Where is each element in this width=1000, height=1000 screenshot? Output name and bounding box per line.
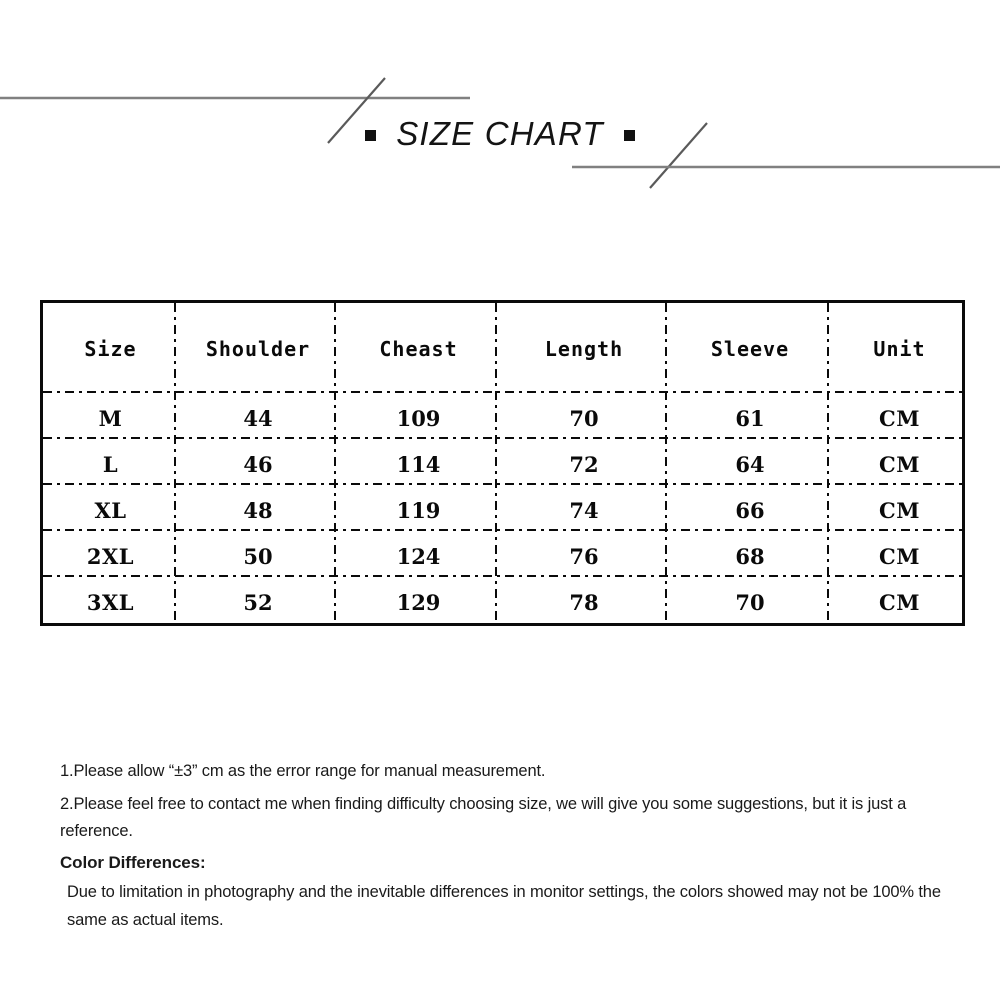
color-differences-body: Due to limitation in photography and the inevitable differences in monitor settings, the colors showed may not be 100% the same as actual items. xyxy=(67,883,941,929)
color-differences-heading: Color Differences: xyxy=(60,853,206,872)
cell-size: 3XL xyxy=(43,579,178,625)
cell-unit: CM xyxy=(831,533,968,579)
cell-cheast: 119 xyxy=(338,487,499,533)
cell-unit: CM xyxy=(831,579,968,625)
cell-shoulder: 48 xyxy=(178,487,338,533)
table-row xyxy=(43,395,968,441)
cell-length: 72 xyxy=(499,441,669,487)
table-head xyxy=(43,303,968,395)
cell-cheast: 114 xyxy=(338,441,499,487)
cell-length: 78 xyxy=(499,579,669,625)
square-bullet-left-icon xyxy=(365,130,376,141)
cell-size: M xyxy=(43,395,178,441)
cell-cheast: 129 xyxy=(338,579,499,625)
cell-length: 70 xyxy=(499,395,669,441)
table-header-row xyxy=(43,303,968,395)
cell-shoulder: 52 xyxy=(178,579,338,625)
cell-size: L xyxy=(43,441,178,487)
cell-size: XL xyxy=(43,487,178,533)
cell-unit: CM xyxy=(831,487,968,533)
cell-shoulder: 50 xyxy=(178,533,338,579)
cell-sleeve: 70 xyxy=(669,579,831,625)
cell-unit: CM xyxy=(831,395,968,441)
cell-shoulder: 44 xyxy=(178,395,338,441)
table-body xyxy=(43,395,968,625)
cell-sleeve: 66 xyxy=(669,487,831,533)
cell-shoulder: 46 xyxy=(178,441,338,487)
table-row xyxy=(43,579,968,625)
cell-length: 74 xyxy=(499,487,669,533)
size-chart-table xyxy=(40,300,965,626)
page-title: SIZE CHART xyxy=(396,114,604,152)
header-banner xyxy=(0,0,1000,230)
cell-size: 2XL xyxy=(43,533,178,579)
column-header-unit: Unit xyxy=(831,303,968,395)
cell-sleeve: 61 xyxy=(669,395,831,441)
column-header-shoulder: Shoulder xyxy=(178,303,338,395)
column-header-length: Length xyxy=(499,303,669,395)
cell-sleeve: 68 xyxy=(669,533,831,579)
title-row xyxy=(0,106,1000,160)
footer-notes xyxy=(60,758,950,934)
table-row xyxy=(43,487,968,533)
column-header-sleeve: Sleeve xyxy=(669,303,831,395)
note-contact-for-sizing: 2.Please feel free to contact me when finding difficulty choosing size, we will give you some suggestions, but it is just a reference. xyxy=(60,795,907,840)
cell-length: 76 xyxy=(499,533,669,579)
size-table-element xyxy=(43,303,968,625)
cell-cheast: 109 xyxy=(338,395,499,441)
table-row xyxy=(43,533,968,579)
note-measurement-tolerance: 1.Please allow “±3” cm as the error range for manual measurement. xyxy=(60,762,546,780)
square-bullet-right-icon xyxy=(624,130,635,141)
cell-sleeve: 64 xyxy=(669,441,831,487)
cell-cheast: 124 xyxy=(338,533,499,579)
column-header-size: Size xyxy=(43,303,178,395)
cell-unit: CM xyxy=(831,441,968,487)
column-header-cheast: Cheast xyxy=(338,303,499,395)
table-row xyxy=(43,441,968,487)
